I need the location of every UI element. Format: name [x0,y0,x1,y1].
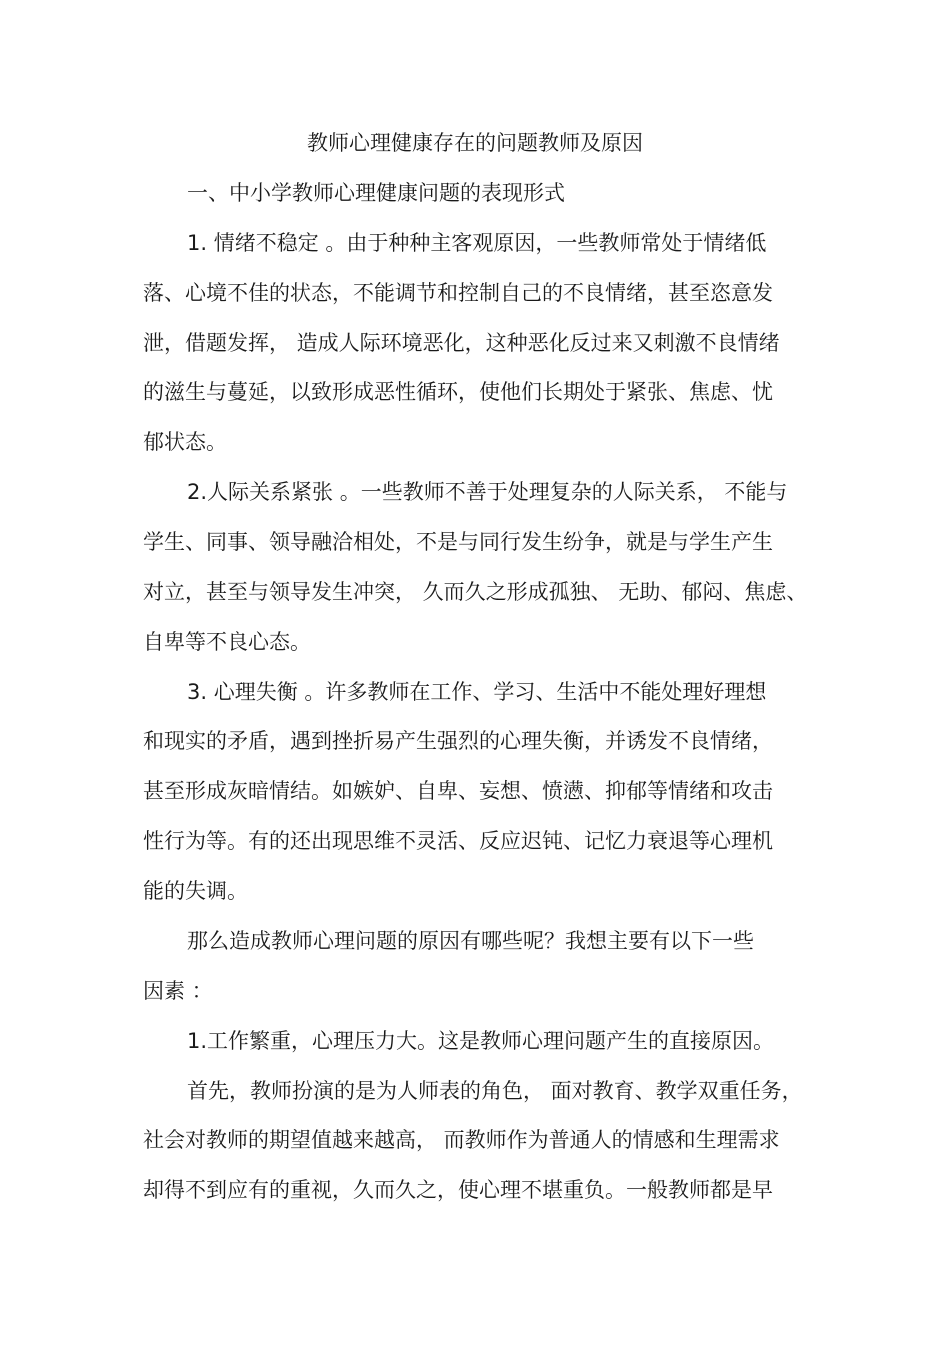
paragraph-line: 的滋生与蔓延，以致形成恶性循环，使他们长期处于紧张、焦虑、忧 [143,380,773,404]
paragraph-line: 社会对教师的期望值越来越高， 而教师作为普通人的情感和生理需求 [143,1128,780,1152]
paragraph-line: 却得不到应有的重视，久而久之，使心理不堪重负。一般教师都是早 [143,1178,773,1202]
paragraph-line: 那么造成教师心理问题的原因有哪些呢？我想主要有以下一些 [187,929,754,953]
paragraph-line: 学生、同事、领导融洽相处，不是与同行发生纷争，就是与学生产生 [143,530,773,554]
paragraph-line: 性行为等。有的还出现思维不灵活、反应迟钝、记忆力衰退等心理机 [143,829,773,853]
paragraph-line: 郁状态。 [143,430,227,454]
paragraph-line: 对立，甚至与领导发生冲突， 久而久之形成孤独、 无助、郁闷、焦虑、 [143,580,808,604]
paragraph-line: 2.人际关系紧张 。一些教师不善于处理复杂的人际关系， 不能与 [187,480,788,504]
document-title: 教师心理健康存在的问题教师及原因 [307,131,643,155]
paragraph-line: 因素 ： [143,979,213,1003]
paragraph-line: 和现实的矛盾，遇到挫折易产生强烈的心理失衡，并诱发不良情绪， [143,729,773,753]
paragraph-line: 1.工作繁重，心理压力大。这是教师心理问题产生的直接原因。 [187,1029,775,1053]
paragraph-line: 能的失调。 [143,879,248,903]
paragraph-line: 3. 心理失衡 。许多教师在工作、学习、生活中不能处理好理想 [187,680,767,704]
paragraph-line: 自卑等不良心态。 [143,630,311,654]
paragraph-line: 泄，借题发挥， 造成人际环境恶化，这种恶化反过来又刺激不良情绪 [143,331,780,355]
paragraph-line: 落、心境不佳的状态，不能调节和控制自己的不良情绪，甚至恣意发 [143,281,773,305]
paragraph-line: 首先，教师扮演的是为人师表的角色， 面对教育、教学双重任务， [187,1079,803,1103]
paragraph-line: 1. 情绪不稳定 。由于种种主客观原因，一些教师常处于情绪低 [187,231,767,255]
section-heading: 一、中小学教师心理健康问题的表现形式 [187,181,565,205]
paragraph-line: 甚至形成灰暗情结。如嫉妒、自卑、妄想、愤懑、抑郁等情绪和攻击 [143,779,773,803]
